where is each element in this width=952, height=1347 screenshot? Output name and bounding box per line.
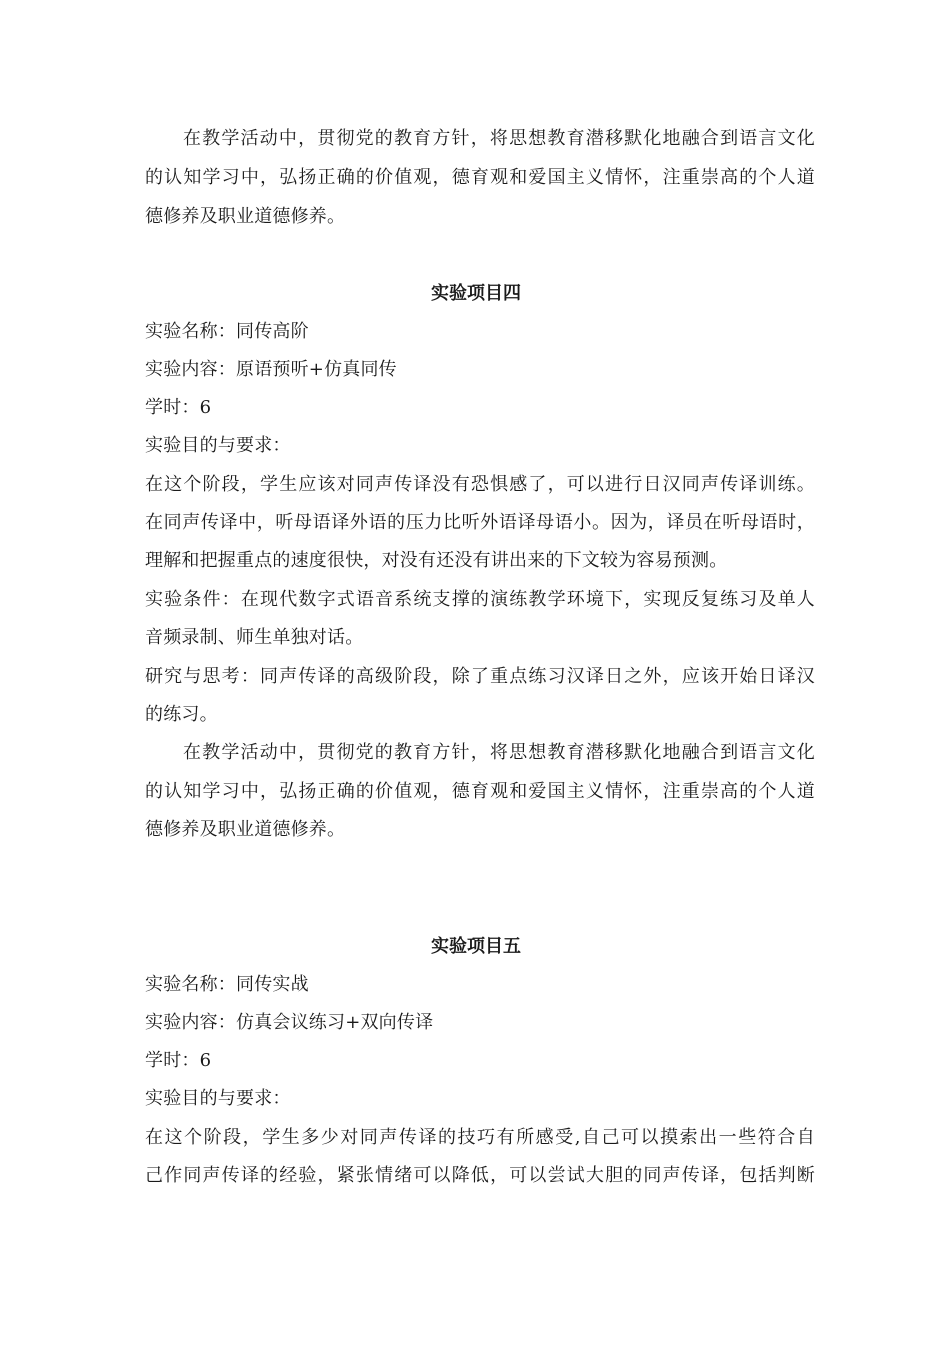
project4-goal-line-2: 在同声传译中，听母语译外语的压力比听外语译母语小。因为，译员在听母语时，: [145, 512, 815, 533]
intro-line-3: 德修养及职业道德修养。: [145, 206, 346, 227]
intro-line-1: 在教学活动中，贯彻党的教育方针，将思想教育潜移默化地融合到语言文化: [183, 128, 815, 149]
project4-content: 实验内容：原语预听+仿真同传: [145, 359, 397, 380]
project5-goal-label: 实验目的与要求：: [145, 1088, 291, 1109]
intro-line-2: 的认知学习中，弘扬正确的价值观，德育观和爱国主义情怀，注重崇高的个人道: [145, 167, 815, 188]
project4-goal-line-1: 在这个阶段，学生应该对同声传译没有恐惧感了，可以进行日汉同声传译训练。: [145, 474, 815, 495]
project5-name: 实验名称：同传实战: [145, 974, 309, 995]
project4-research-line-1: 研究与思考：同声传译的高级阶段，除了重点练习汉译日之外，应该开始日译汉: [145, 666, 815, 687]
project4-hours: 学时：6: [145, 397, 212, 418]
project4-goal-label: 实验目的与要求：: [145, 435, 291, 456]
project4-conditions-line-2: 音频录制、师生单独对话。: [145, 627, 364, 648]
project4-ideology-line-1: 在教学活动中，贯彻党的教育方针，将思想教育潜移默化地融合到语言文化: [183, 742, 815, 763]
project5-hours: 学时：6: [145, 1050, 212, 1071]
project4-heading: 实验项目四: [431, 283, 521, 304]
project5-content: 实验内容：仿真会议练习+双向传译: [145, 1012, 434, 1033]
project4-goal-line-3: 理解和把握重点的速度很快，对没有还没有讲出来的下文较为容易预测。: [145, 550, 728, 571]
project5-goal-line-1: 在这个阶段，学生多少对同声传译的技巧有所感受,自己可以摸索出一些符合自: [145, 1127, 815, 1148]
project4-ideology-line-3: 德修养及职业道德修养。: [145, 819, 346, 840]
project4-name: 实验名称：同传高阶: [145, 321, 309, 342]
project5-goal-line-2: 己作同声传译的经验，紧张情绪可以降低，可以尝试大胆的同声传译，包括判断: [145, 1165, 815, 1186]
project4-conditions-line-1: 实验条件：在现代数字式语音系统支撑的演练教学环境下，实现反复练习及单人: [145, 589, 815, 610]
project4-ideology-line-2: 的认知学习中，弘扬正确的价值观，德育观和爱国主义情怀，注重崇高的个人道: [145, 781, 815, 802]
project4-research-line-2: 的练习。: [145, 704, 218, 725]
project5-heading: 实验项目五: [431, 936, 521, 957]
